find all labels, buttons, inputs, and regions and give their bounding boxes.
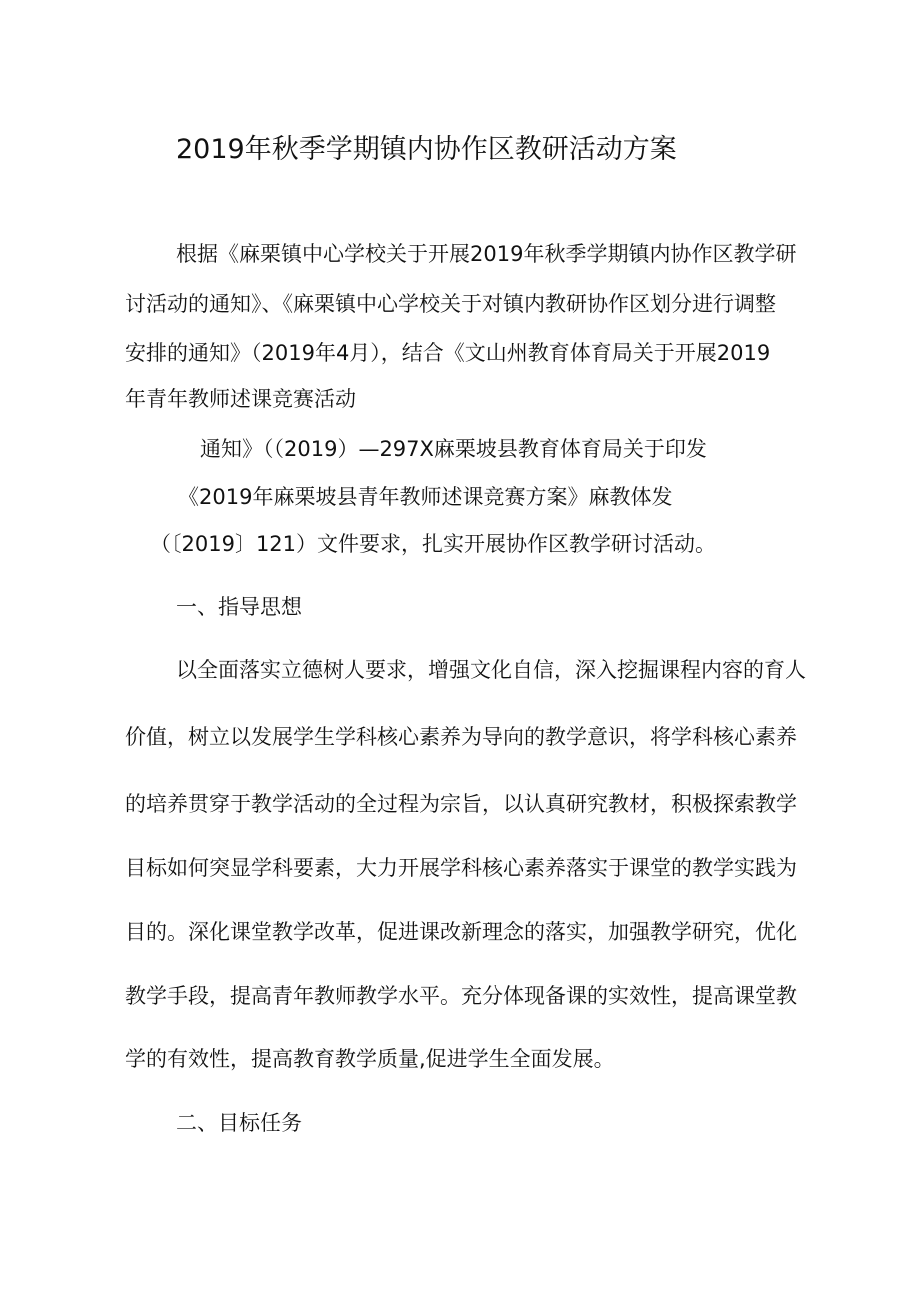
intro-line-3: 安排的通知》（2019年4月），结合《文山州教育体育局关于开展2019 (125, 341, 771, 365)
intro-line-1: 根据《麻栗镇中心学校关于开展2019年秋季学期镇内协作区教学研 (176, 242, 797, 266)
section1-line-2: 价值，树立以发展学生学科核心素养为导向的教学意识，将学科核心素养 (125, 725, 797, 749)
section-heading-goals-tasks: 二、目标任务 (176, 1111, 302, 1135)
document-title: 2019年秋季学期镇内协作区教研活动方案 (176, 134, 677, 165)
intro-line-4: 年青年教师述课竞赛活动 (125, 387, 356, 411)
section1-line-5: 目的。深化课堂教学改革，促进课改新理念的落实，加强教学研究，优化 (125, 920, 797, 944)
section1-line-1: 以全面落实立德树人要求，增强文化自信，深入挖掘课程内容的育人 (176, 658, 806, 682)
intro-line-7: （〔2019〕121）文件要求，扎实开展协作区教学研讨活动。 (150, 532, 717, 556)
section1-line-4: 目标如何突显学科要素，大力开展学科核心素养落实于课堂的教学实践为 (125, 856, 797, 880)
intro-line-2: 讨活动的通知》、《麻栗镇中心学校关于对镇内教研协作区划分进行调整 (125, 292, 776, 316)
section-heading-guiding-thought: 一、指导思想 (176, 595, 302, 619)
intro-line-6: 《2019年麻栗坡县青年教师述课竞赛方案》麻教体发 (178, 485, 673, 509)
section1-line-3: 的培养贯穿于教学活动的全过程为宗旨，以认真研究教材，积极探索教学 (125, 792, 797, 816)
section1-line-7: 学的有效性，提高教育教学质量,促进学生全面发展。 (125, 1047, 615, 1071)
section1-line-6: 教学手段，提高青年教师教学水平。充分体现备课的实效性，提高课堂教 (125, 984, 797, 1008)
intro-line-5: 通知》（（2019）—297X麻栗坡县教育体育局关于印发 (200, 437, 707, 461)
